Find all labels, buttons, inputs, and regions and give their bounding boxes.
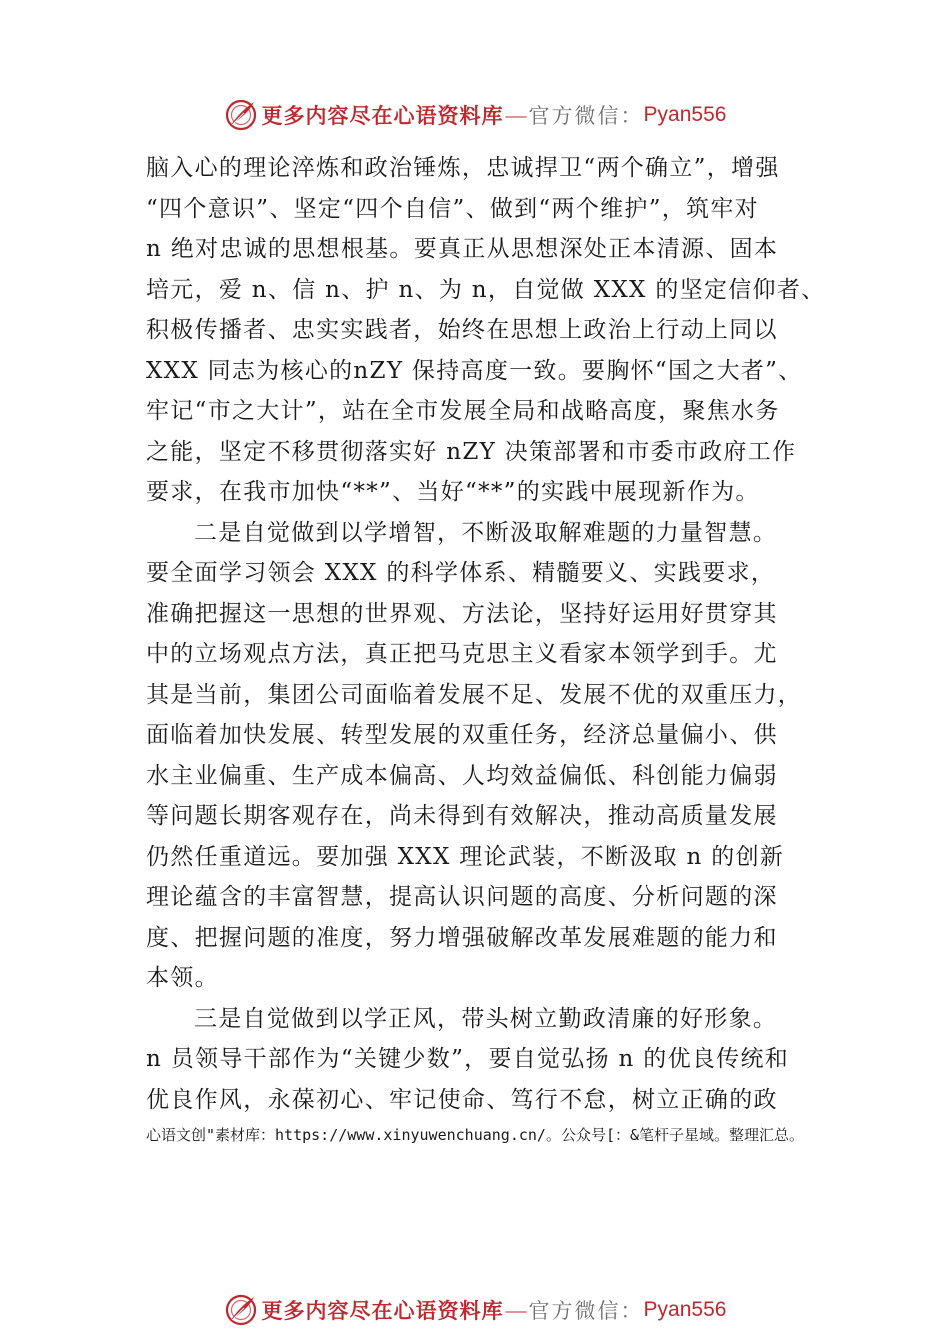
text-line: 要求，在我市加快“**”、当好“**”的实践中展现新作为。 — [146, 479, 760, 505]
banner-brand-text: 更多内容尽在心语资料库 — [261, 1298, 504, 1323]
text-line: 之能，坚定不移贯彻落实好 nZY 决策部署和市委市政府工作 — [146, 438, 797, 465]
document-body — [146, 148, 826, 1120]
text-line: XXX 同志为核心的nZY 保持高度一致。要胸怀“国之大者”、 — [146, 357, 803, 384]
banner-dash: — — [505, 102, 527, 127]
text-line: 理论蕴含的丰富智慧，提高认识问题的高度、分析问题的深 — [146, 884, 778, 910]
paragraph-heading-3: 三是自觉做到以学正风，带头树立勤政清廉的好形象。 — [194, 1005, 778, 1032]
footer-banner — [0, 1290, 950, 1330]
text-line: 水主业偏重、生产成本偏高、人均效益偏低、科创能力偏弱 — [146, 762, 778, 789]
banner-official-label: 官方微信： — [528, 104, 644, 128]
banner-dash: — — [505, 1297, 527, 1322]
text-line: 面临着加快发展、转型发展的双重任务，经济总量偏小、供 — [146, 722, 778, 748]
text-line: 中的立场观点方法，真正把马克思主义看家本领学到手。尤 — [146, 641, 778, 667]
text-line: 等问题长期客观存在，尚未得到有效解决，推动高质量发展 — [146, 803, 778, 829]
text-line: 脑入心的理论淬炼和政治锤炼，忠诚捍卫“两个确立”，增强 — [146, 155, 780, 181]
banner-brand-text: 更多内容尽在心语资料库 — [261, 103, 504, 128]
text-line: n 员领导干部作为“关键少数”，要自觉弘扬 n 的优良传统和 — [146, 1046, 790, 1072]
banner-wechat-id: Pyan556 — [643, 103, 727, 126]
text-line: 其是当前，集团公司面临着发展不足、发展不优的双重压力， — [146, 681, 803, 708]
text-line: 要全面学习领会 XXX 的科学体系、精髓要义、实践要求， — [146, 560, 776, 586]
quill-pen-logo-icon — [224, 98, 258, 132]
text-line: 培元，爱 n、信 n、护 n、为 n，自觉做 XXX 的坚定信仰者、 — [146, 276, 826, 303]
text-line: 积极传播者、忠实实践者，始终在思想上政治上行动上同以 — [146, 317, 778, 343]
text-line: 优良作风，永葆初心、牢记使命、笃行不怠，树立正确的政 — [146, 1086, 778, 1113]
text-line: n 绝对忠诚的思想根基。要真正从思想深处正本清源、固本 — [146, 236, 779, 262]
text-line: 牢记“市之大计”，站在全市发展全局和战略高度，聚焦水务 — [146, 398, 780, 424]
banner-wechat-id: Pyan556 — [643, 1298, 727, 1321]
text-line: “四个意识”、坚定“四个自信”、做到“两个维护”，筑牢对 — [146, 195, 759, 222]
header-banner — [0, 95, 950, 135]
text-line: 准确把握这一思想的世界观、方法论，坚持好运用好贯穿其 — [146, 600, 778, 627]
source-footnote: 心语文创"素材库：https://www.xinyuwenchuang.cn/。公众号[：&笔杆子星域。整理汇总。 — [146, 1126, 805, 1144]
quill-pen-logo-icon — [224, 1293, 258, 1327]
text-line: 本领。 — [146, 965, 219, 991]
text-line: 度、把握问题的准度，努力增强破解改革发展难题的能力和 — [146, 924, 778, 951]
text-line: 仍然任重道远。要加强 XXX 理论武装，不断汲取 n 的创新 — [146, 843, 785, 870]
banner-official-label: 官方微信： — [528, 1299, 644, 1323]
paragraph-heading-2: 二是自觉做到以学增智，不断汲取解难题的力量智慧。 — [194, 519, 778, 546]
